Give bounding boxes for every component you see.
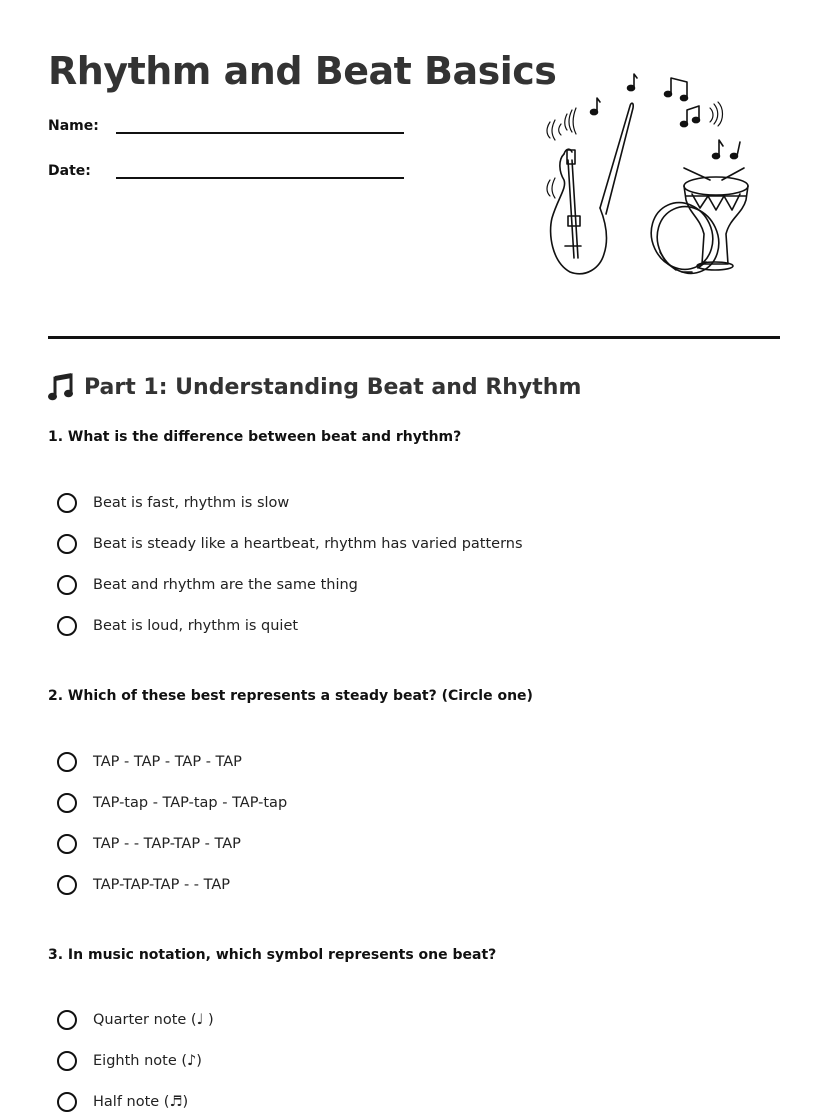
name-label: Name: xyxy=(48,118,99,134)
q1-option-2[interactable] xyxy=(57,531,523,557)
q1-option-4[interactable] xyxy=(57,613,298,639)
radio-button[interactable] xyxy=(57,793,77,813)
option-label: TAP - TAP - TAP - TAP xyxy=(93,754,242,770)
radio-button[interactable] xyxy=(57,875,77,895)
q1-option-1[interactable] xyxy=(57,490,289,516)
music-instruments-illustration xyxy=(534,68,764,282)
tambourine-icon xyxy=(640,193,729,282)
worksheet-title: Rhythm and Beat Basics xyxy=(48,49,557,93)
date-field[interactable] xyxy=(48,163,404,179)
option-label: TAP-TAP-TAP - - TAP xyxy=(93,877,231,893)
q2-option-2[interactable] xyxy=(57,790,287,816)
date-label: Date: xyxy=(48,163,91,179)
q3-option-1[interactable] xyxy=(57,1007,214,1033)
part1-heading xyxy=(48,372,581,402)
q2-option-1[interactable] xyxy=(57,749,242,775)
question-1: 1. What is the difference between beat and rhythm? xyxy=(48,429,462,445)
question-3: 3. In music notation, which symbol represents one beat? xyxy=(48,947,497,963)
q2-option-3[interactable] xyxy=(57,831,241,857)
q2-option-4[interactable] xyxy=(57,872,230,898)
option-label: Beat and rhythm are the same thing xyxy=(93,577,358,593)
name-field[interactable] xyxy=(48,118,404,134)
option-label: TAP - - TAP-TAP - TAP xyxy=(93,836,241,852)
date-blank-line[interactable] xyxy=(116,163,404,179)
music-note-icon xyxy=(48,372,74,402)
radio-button[interactable] xyxy=(57,616,77,636)
name-blank-line[interactable] xyxy=(116,118,404,134)
option-label: Eighth note (♪) xyxy=(93,1053,202,1069)
option-label: Beat is fast, rhythm is slow xyxy=(93,495,290,511)
q1-option-3[interactable] xyxy=(57,572,358,598)
radio-button[interactable] xyxy=(57,834,77,854)
radio-button[interactable] xyxy=(57,1010,77,1030)
header-divider xyxy=(48,336,780,339)
option-label: Beat is steady like a heartbeat, rhythm has varied patterns xyxy=(93,536,523,552)
part1-heading-text: Part 1: Understanding Beat and Rhythm xyxy=(84,374,582,400)
option-label: Half note (♬) xyxy=(93,1094,189,1110)
question-2: 2. Which of these best represents a steady beat? (Circle one) xyxy=(48,688,533,704)
radio-button[interactable] xyxy=(57,1092,77,1112)
q3-option-2[interactable] xyxy=(57,1048,202,1074)
option-label: Quarter note (♩ ) xyxy=(93,1012,214,1028)
radio-button[interactable] xyxy=(57,534,77,554)
radio-button[interactable] xyxy=(57,493,77,513)
radio-button[interactable] xyxy=(57,1051,77,1071)
guitar-icon xyxy=(551,103,634,274)
radio-button[interactable] xyxy=(57,752,77,772)
radio-button[interactable] xyxy=(57,575,77,595)
option-label: TAP-tap - TAP-tap - TAP-tap xyxy=(93,795,288,811)
option-label: Beat is loud, rhythm is quiet xyxy=(93,618,299,634)
q3-option-3[interactable] xyxy=(57,1089,188,1115)
